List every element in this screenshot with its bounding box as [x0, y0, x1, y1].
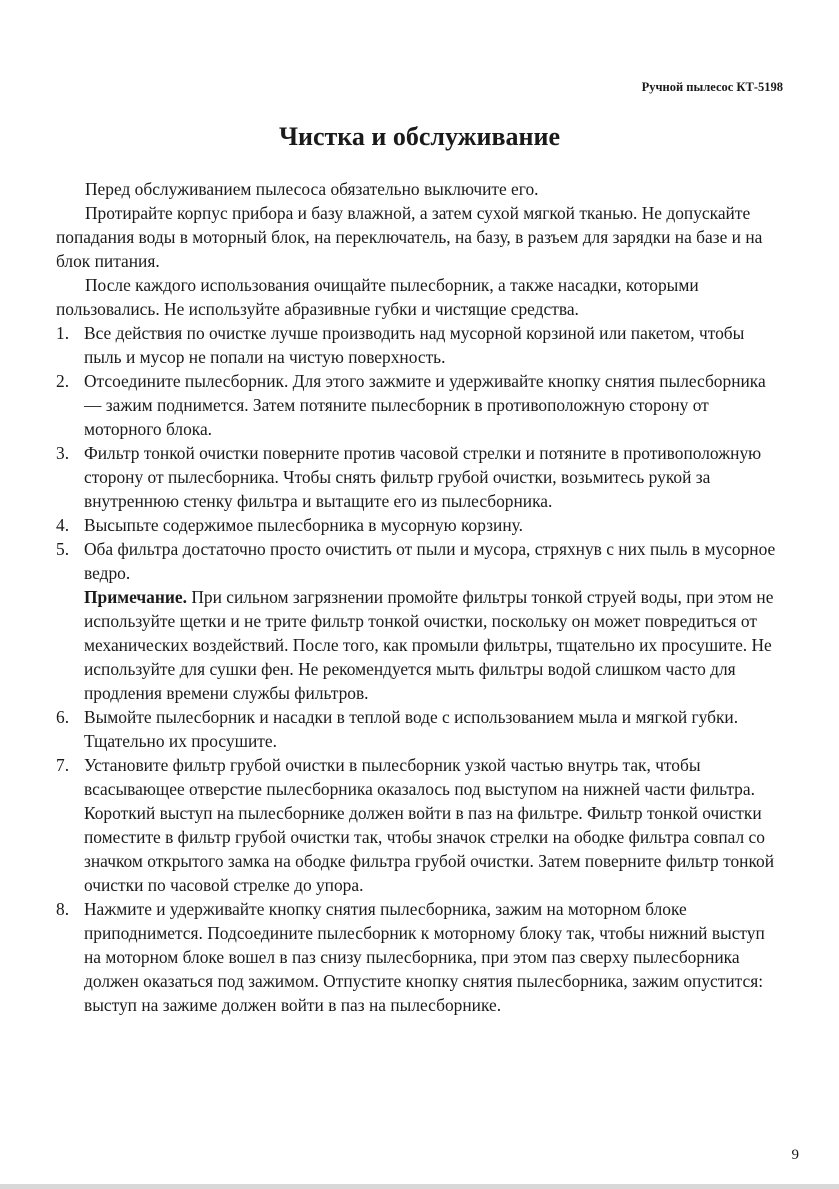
list-item — [56, 513, 786, 537]
list-item — [56, 321, 786, 369]
list-item-number: 1. — [56, 323, 70, 343]
list-item-number: 8. — [56, 899, 70, 919]
list-item-number: 7. — [56, 755, 70, 775]
note-paragraph — [56, 585, 786, 705]
page-number: 9 — [791, 1147, 799, 1163]
list-item — [56, 537, 786, 585]
list-item — [56, 705, 786, 753]
list-item — [56, 369, 786, 441]
list-item — [56, 897, 786, 1017]
section-title: Чистка и обслуживание — [278, 122, 561, 151]
intro-paragraph: Протирайте корпус прибора и базу влажной, а затем сухой мягкой тканью. Не допускайте попадания воды в моторный блок, на переключатель, на базу, в разъем для зарядки на базе и на блок питания. — [56, 203, 763, 271]
list-item — [56, 753, 786, 897]
bottom-border — [0, 1184, 839, 1189]
section-body — [56, 177, 786, 1017]
running-header: Ручной пылесос КТ-5198 — [641, 80, 783, 94]
steps-list-continued — [56, 705, 786, 1017]
intro-paragraph: После каждого использования очищайте пылесборник, а также насадки, которыми пользовались. Не используйте абразивные губки и чистящие средства. — [56, 275, 699, 319]
list-item-text: Все действия по очистке лучше производить над мусорной корзиной или пакетом, чтобы пыль и мусор не попали на чистую поверхность. — [84, 323, 745, 367]
list-item — [56, 441, 786, 513]
list-item-text: Отсоедините пылесборник. Для этого зажмите и удерживайте кнопку снятия пылесборника — зажим поднимется. Затем потяните пылесборник в противоположную сторону от моторного блока. — [84, 371, 766, 439]
list-item-number: 4. — [56, 515, 70, 535]
list-item-text: Высыпьте содержимое пылесборника в мусорную корзину. — [84, 515, 523, 535]
note-text: При сильном загрязнении промойте фильтры тонкой струей воды, при этом не используйте щетки и не трите фильтр тонкой очистки, поскольку он может повредиться от механических воздействий. После того, как промыли фильтры, тщательно их просушите. Не используйте для сушки фен. Не рекомендуется мыть фильтры водой слишком часто для продления времени службы фильтров. — [84, 587, 774, 703]
list-item-text: Вымойте пылесборник и насадки в теплой воде с использованием мыла и мягкой губки. Тщательно их просушите. — [84, 707, 739, 751]
list-item-text: Установите фильтр грубой очистки в пылесборник узкой частью внутрь так, чтобы всасывающее отверстие пылесборника оказалось под выступом на нижней части фильтра. Короткий выступ на пылесборнике должен войти в паз на фильтре. Фильтр тонкой очистки поместите в фильтр грубой очистки так, чтобы значок стрелки на ободке фильтра совпал со значком открытого замка на ободке фильтра грубой очистки. Затем поверните фильтр тонкой очистки по часовой стрелке до упора. — [84, 755, 775, 895]
list-item-text: Оба фильтра достаточно просто очистить от пыли и мусора, стряхнув с них пыль в мусорное ведро. — [84, 539, 776, 583]
list-item-number: 3. — [56, 443, 70, 463]
list-item-text: Фильтр тонкой очистки поверните против часовой стрелки и потяните в противоположную сторону от пылесборника. Чтобы снять фильтр грубой очистки, возьмитесь рукой за внутреннюю стенку фильтра и вытащите его из пылесборника. — [84, 443, 762, 511]
note-label: Примечание. — [84, 587, 187, 607]
steps-list — [56, 321, 786, 585]
list-item-text: Нажмите и удерживайте кнопку снятия пылесборника, зажим на моторном блоке приподнимется. Подсоедините пылесборник к моторному блоку так, чтобы нижний выступ на моторном блоке вошел в паз снизу пылесборника, при этом паз сверху пылесборника должен оказаться под зажимом. Отпустите кнопку снятия пылесборника, зажим опустится: выступ на зажиме должен войти в паз на пылесборнике. — [84, 899, 765, 1015]
list-item-number: 5. — [56, 539, 70, 559]
list-item-number: 6. — [56, 707, 70, 727]
intro-paragraph: Перед обслуживанием пылесоса обязательно выключите его. — [85, 179, 539, 199]
list-item-number: 2. — [56, 371, 70, 391]
